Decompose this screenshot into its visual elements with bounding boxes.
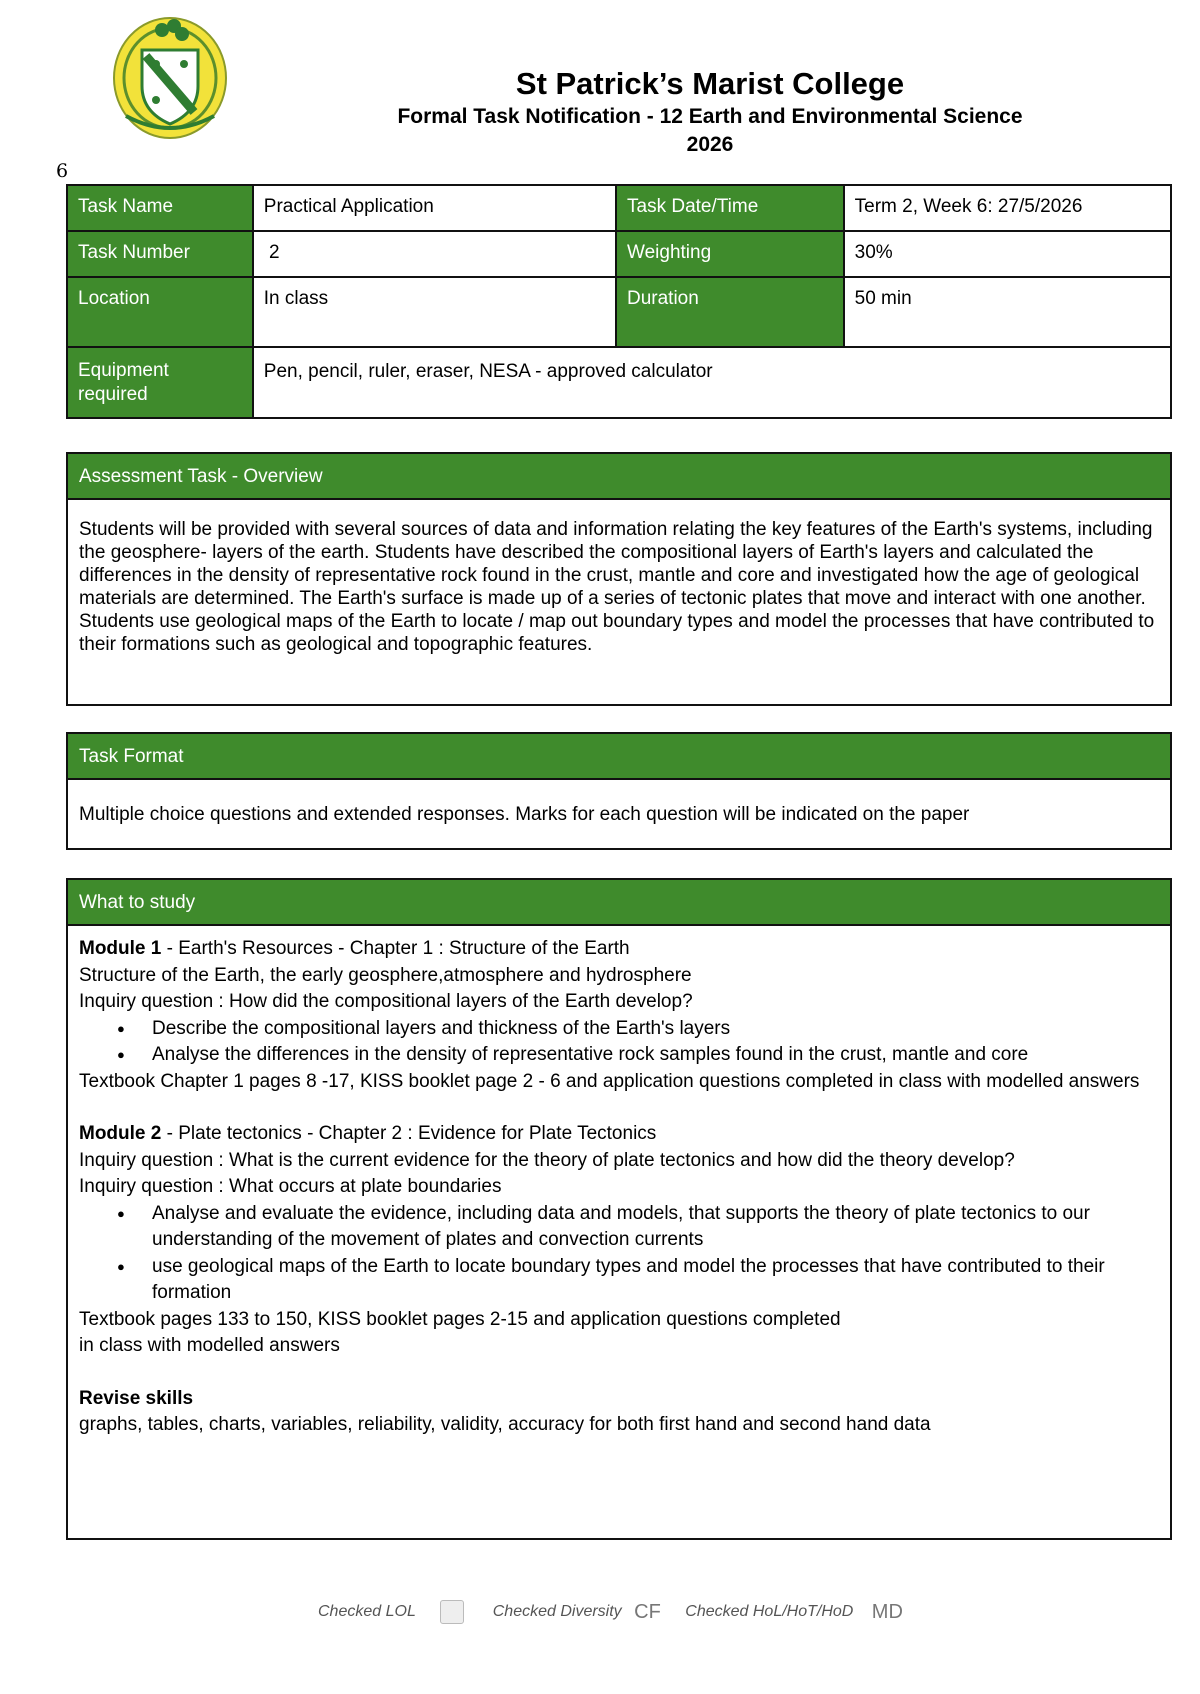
module1-structure-line: Structure of the Earth, the early geosphere,atmosphere and hydrosphere <box>79 964 692 986</box>
page-header <box>300 66 1120 158</box>
overview-text: Students will be provided with several sources of data and information relating the key features of the Earth's systems, including the geosphere- layers of the earth. Students have described the compositional layers of Earth's layers and calculated the differences in the density of representative rock found in the crust, mantle and core and investigated how the age of geological materials are determined. The Earth's surface is made up of a series of tectonic plates that move and interact with one another. Students use geological maps of the Earth to locate / map out boundary types and model the processes that have contributed to their formations such as geological and topographic features. <box>79 519 1155 655</box>
module2-inquiry-2: Inquiry question : What occurs at plate boundaries <box>79 1176 502 1197</box>
weighting-label: Weighting <box>616 231 844 277</box>
revise-skills-text: graphs, tables, charts, variables, reliability, validity, accuracy for both first hand and second hand data <box>79 1414 931 1435</box>
overview-section <box>66 452 1172 706</box>
module2-title: - Plate tectonics - Chapter 2 : Evidence for Plate Tectonics <box>161 1123 657 1144</box>
year: 2026 <box>686 133 734 156</box>
task-number-value: 2 <box>253 231 616 277</box>
module2-bullet-list <box>79 1201 1159 1307</box>
task-notification-title: Formal Task Notification - 12 Earth and Environmental Science <box>397 105 1023 128</box>
module2-inquiry-1: Inquiry question : What is the current evidence for the theory of plate tectonics and how did the theory develop? <box>79 1149 1015 1171</box>
task-name-value: Practical Application <box>253 185 616 231</box>
task-format-title: Task Format <box>68 734 1170 780</box>
module1-textbook: Textbook Chapter 1 pages 8 -17, KISS booklet page 2 - 6 and application questions completed in class with modelled answers <box>79 1070 1140 1092</box>
module1-bullet-list <box>79 1016 1159 1069</box>
equipment-label-line2: required <box>78 384 148 405</box>
equipment-label <box>67 347 253 418</box>
checked-footer <box>318 1600 903 1624</box>
revise-skills-heading: Revise skills <box>79 1387 194 1409</box>
task-format-text: Multiple choice questions and extended responses. Marks for each question will be indicated on the paper <box>79 804 970 825</box>
duration-value: 50 min <box>844 277 1171 347</box>
college-crest-logo <box>112 16 228 140</box>
what-to-study-body <box>68 926 1170 1449</box>
list-item: ● Describe the compositional layers and thickness of the Earth's layers <box>79 1016 1159 1043</box>
task-format-section <box>66 732 1172 850</box>
duration-label: Duration <box>616 277 844 347</box>
weighting-value: 30% <box>844 231 1171 277</box>
module1-label: Module 1 <box>79 938 162 959</box>
checked-hol-label: Checked HoL/HoT/HoD <box>685 1603 854 1620</box>
task-name-label: Task Name <box>67 185 253 231</box>
what-to-study-title: What to study <box>68 880 1170 926</box>
task-date-label: Task Date/Time <box>616 185 844 231</box>
list-item: ● Analyse and evaluate the evidence, including data and models, that supports the theory of plate tectonics to our understanding of the movement of plates and convection currents <box>79 1201 1159 1254</box>
overview-title: Assessment Task - Overview <box>68 454 1170 500</box>
location-label: Location <box>67 277 253 347</box>
equipment-label-line1: Equipment <box>78 360 169 381</box>
module2-textbook-line2: in class with modelled answers <box>79 1335 340 1356</box>
module2-label: Module 2 <box>79 1123 162 1144</box>
location-value: In class <box>253 277 616 347</box>
checked-hol-value: MD <box>871 1600 903 1623</box>
school-name: St Patrick’s Marist College <box>515 66 905 101</box>
module1-heading <box>79 936 1159 963</box>
module2-textbook-line1: Textbook pages 133 to 150, KISS booklet pages 2-15 and application questions completed <box>79 1308 841 1330</box>
module1-title: - Earth's Resources - Chapter 1 : Structure of the Earth <box>161 938 630 959</box>
list-item: ● Analyse the differences in the density of representative rock samples found in the crust, mantle and core <box>79 1042 1159 1069</box>
module2-heading <box>79 1121 1159 1148</box>
task-details-table <box>66 184 1172 419</box>
module1-inquiry: Inquiry question : How did the compositional layers of the Earth develop? <box>79 991 693 1012</box>
stray-mark: 6 <box>56 160 69 182</box>
task-date-value: Term 2, Week 6: 27/5/2026 <box>844 185 1171 231</box>
what-to-study-section <box>66 878 1172 1540</box>
checked-diversity-value: CF <box>634 1600 661 1623</box>
checked-diversity-label: Checked Diversity <box>492 1603 622 1620</box>
equipment-value: Pen, pencil, ruler, eraser, NESA - approved calculator <box>253 347 1171 418</box>
task-number-label: Task Number <box>67 231 253 277</box>
checked-lol-checkbox[interactable] <box>440 1600 464 1624</box>
checked-lol-label: Checked LOL <box>318 1603 416 1620</box>
list-item: ● use geological maps of the Earth to locate boundary types and model the processes that have contributed to their formation <box>79 1254 1159 1307</box>
